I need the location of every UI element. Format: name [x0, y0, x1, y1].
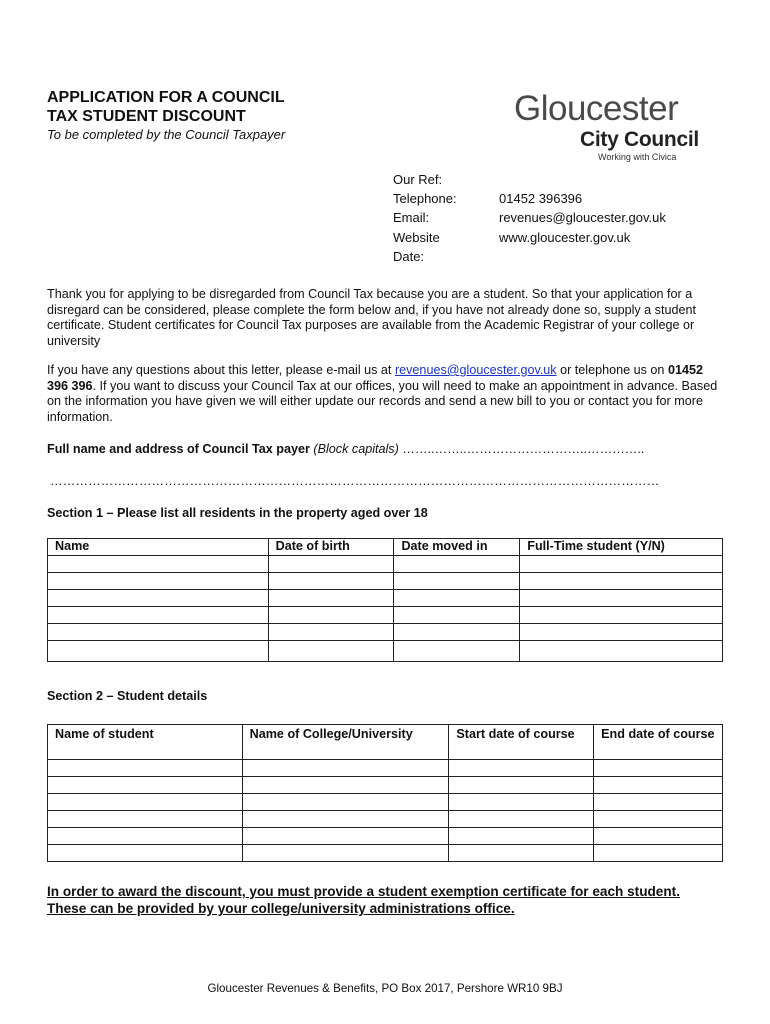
taxpayer-label: Full name and address of Council Tax payer [47, 442, 310, 456]
table-cell[interactable] [449, 828, 594, 845]
column-header: Full-Time student (Y/N) [520, 539, 723, 556]
table-cell[interactable] [594, 760, 723, 777]
table-row [48, 794, 723, 811]
table-cell[interactable] [242, 811, 449, 828]
page-subtitle: To be completed by the Council Taxpayer [47, 127, 286, 142]
column-header: Name [48, 539, 269, 556]
logo-line-1: Gloucester [514, 89, 679, 128]
p2-text: or telephone us on [556, 363, 668, 377]
table-cell[interactable] [594, 777, 723, 794]
section-1-heading: Section 1 – Please list all residents in the property aged over 18 [47, 506, 428, 520]
logo-line-2: City Council [580, 128, 699, 151]
column-header: End date of course [594, 725, 723, 760]
table-cell[interactable] [520, 590, 723, 607]
page-title [47, 88, 367, 126]
table-cell[interactable] [520, 641, 723, 662]
title-line-1: APPLICATION FOR A COUNCIL [47, 89, 285, 106]
table-cell[interactable] [48, 573, 269, 590]
ref-row-date [393, 247, 666, 266]
p2-text: If you have any questions about this letter, please e-mail us at [47, 363, 395, 377]
certificate-notice: In order to award the discount, you must provide a student exemption certificate for each student. These can be provided by your college/university administrations office. [47, 884, 680, 916]
column-header: Date moved in [394, 539, 520, 556]
title-line-2: TAX STUDENT DISCOUNT [47, 108, 246, 125]
table-cell[interactable] [48, 641, 269, 662]
intro-paragraph-2 [47, 363, 722, 425]
table-cell[interactable] [242, 828, 449, 845]
table-cell[interactable] [48, 811, 243, 828]
table-cell[interactable] [268, 641, 394, 662]
table-cell[interactable] [242, 760, 449, 777]
logo-line-3: Working with Civica [598, 152, 677, 162]
table-cell[interactable] [48, 828, 243, 845]
table-cell[interactable] [394, 641, 520, 662]
phone-number: 01452 396 396 [47, 363, 703, 393]
taxpayer-address-line[interactable]: ……………………………………………………………………………………………………………………………… [50, 474, 660, 488]
ref-label: Our Ref: [393, 172, 443, 187]
table-cell[interactable] [48, 607, 269, 624]
table-cell[interactable] [520, 573, 723, 590]
table-row [48, 556, 723, 573]
revenues-email-link[interactable]: revenues@gloucester.gov.uk [394, 363, 557, 377]
table-row [48, 811, 723, 828]
ref-row-website [393, 228, 666, 247]
dotted-entry-line: ……..……..………………………..………….. [402, 442, 645, 456]
ref-value: www.gloucester.gov.uk [499, 229, 631, 245]
table-cell[interactable] [48, 760, 243, 777]
table-cell[interactable] [520, 607, 723, 624]
table-cell[interactable] [48, 794, 243, 811]
table-cell[interactable] [242, 794, 449, 811]
table-row [48, 845, 723, 862]
table-row [48, 828, 723, 845]
intro-paragraph-1: Thank you for applying to be disregarded from Council Tax because you are a student. So that your application for a disregard can be considered, please complete the form below and, if you have not already done so, supply a student certificate. Student certificates for Council Tax purposes are available from the Academic Registrar of your college or university [47, 287, 696, 348]
table-cell[interactable] [268, 556, 394, 573]
table-cell[interactable] [48, 624, 269, 641]
ref-row-our-ref [393, 170, 666, 189]
section-2-heading: Section 2 – Student details [47, 689, 208, 703]
gloucester-city-council-logo [510, 90, 706, 166]
ref-value: revenues@gloucester.gov.uk [499, 210, 666, 226]
table-row [48, 760, 723, 777]
block-capitals-hint: (Block capitals) [313, 442, 399, 456]
ref-value: 01452 396396 [499, 191, 583, 207]
table-cell[interactable] [594, 845, 723, 862]
table-header-row [48, 539, 723, 556]
table-cell[interactable] [394, 590, 520, 607]
table-cell[interactable] [449, 845, 594, 862]
table-cell[interactable] [242, 777, 449, 794]
table-cell[interactable] [48, 777, 243, 794]
p2-text: . If you want to discuss your Council Tax at our offices, you will need to make an appointment in advance. Based on the information you have given we will either update our records and send a new bill to you or contact you for more information. [47, 378, 718, 424]
table-cell[interactable] [242, 845, 449, 862]
column-header: Date of birth [268, 539, 394, 556]
ref-label: Email: [393, 210, 430, 226]
column-header: Name of student [48, 725, 243, 760]
table-cell[interactable] [394, 573, 520, 590]
table-row [48, 624, 723, 641]
table-cell[interactable] [449, 811, 594, 828]
table-header-row [48, 725, 723, 760]
table-cell[interactable] [268, 573, 394, 590]
table-cell[interactable] [594, 811, 723, 828]
student-details-table [47, 724, 723, 862]
ref-row-email [393, 208, 666, 227]
table-row [48, 573, 723, 590]
table-cell[interactable] [268, 624, 394, 641]
table-row [48, 607, 723, 624]
table-cell[interactable] [520, 556, 723, 573]
table-cell[interactable] [48, 845, 243, 862]
table-cell[interactable] [449, 760, 594, 777]
ref-label: Date: [393, 248, 425, 264]
reference-block [393, 170, 666, 266]
table-row [48, 641, 723, 662]
table-cell[interactable] [48, 556, 269, 573]
table-cell[interactable] [268, 607, 394, 624]
table-cell[interactable] [449, 777, 594, 794]
table-cell[interactable] [394, 607, 520, 624]
ref-row-telephone [393, 189, 666, 208]
residents-table [47, 538, 723, 662]
footer-address: Gloucester Revenues & Benefits, PO Box 2017, Pershore WR10 9BJ [207, 982, 563, 995]
table-row [48, 590, 723, 607]
taxpayer-name-field[interactable] [47, 441, 644, 457]
ref-label: Telephone: [393, 191, 457, 207]
column-header: Start date of course [449, 725, 594, 760]
column-header: Name of College/University [242, 725, 449, 760]
table-cell[interactable] [394, 556, 520, 573]
table-cell[interactable] [520, 624, 723, 641]
table-row [48, 777, 723, 794]
table-cell[interactable] [268, 590, 394, 607]
table-cell[interactable] [449, 794, 594, 811]
table-cell[interactable] [48, 590, 269, 607]
table-cell[interactable] [594, 828, 723, 845]
ref-label: Website [393, 229, 440, 245]
table-cell[interactable] [594, 794, 723, 811]
table-cell[interactable] [394, 624, 520, 641]
